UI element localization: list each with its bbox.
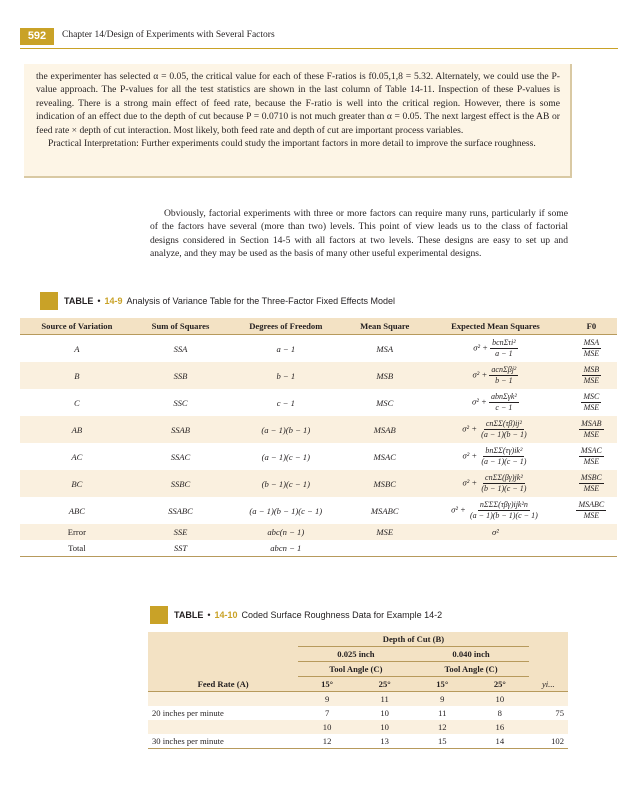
ss-cell: SSB	[134, 362, 228, 389]
ems-fraction	[468, 500, 540, 521]
f0-cell	[566, 497, 617, 524]
f0-cell	[566, 470, 617, 497]
f0-cell	[566, 389, 617, 416]
f0-fraction-denominator: MSE	[583, 511, 600, 520]
total-cell: 75	[555, 708, 564, 718]
f0-fraction-denominator: MSE	[583, 484, 600, 493]
example-paragraph: the experimenter has selected α = 0.05, the critical value for each of these F-ratios is f0.05,1,8 = 5.32. Alternately, we could use the P-value approach. The P-values for all the test statistics are shown in the last column of Table 14-11. Inspection of these P-values is revealing. There is a strong main effect of feed rate, because the F-ratio is well into the critical region. However, there is some indication of an effect due to the depth of cut because P = 0.0710 is not much greater than α = 0.05. The next largest effect is the AB or feed rate × depth of cut interaction. Most likely, both feed rate and depth of cut are important process variables.	[36, 71, 560, 136]
ems-fraction-numerator: nΣΣΣ(τβγ)ijk²n	[479, 500, 528, 509]
total-cell: 102	[529, 734, 568, 749]
f0-cell	[566, 524, 617, 540]
df-cell: b − 1	[227, 362, 344, 389]
table-row	[148, 706, 568, 720]
col-ss: Sum of Squares	[134, 318, 228, 335]
angle-header: 15°	[413, 677, 471, 692]
df-cell: abcn − 1	[227, 540, 344, 557]
angle-header: 25°	[471, 677, 529, 692]
table-row	[148, 720, 568, 734]
f0-fraction	[579, 419, 603, 440]
ems-cell	[425, 443, 566, 470]
example-box	[24, 64, 572, 178]
ss-cell: SSAB	[134, 416, 228, 443]
obs-cell: 14	[471, 734, 529, 749]
feed-rate-header: Feed Rate (A)	[148, 677, 298, 692]
table-number: 14-9	[104, 296, 123, 306]
f0-cell	[566, 416, 617, 443]
header-rule	[20, 48, 618, 49]
ems-fraction-denominator: (a − 1)(b − 1)	[481, 430, 527, 439]
sigma-plus: σ² +	[462, 423, 477, 434]
source-cell: A	[74, 343, 80, 354]
table-row	[20, 416, 617, 443]
table-title: Analysis of Variance Table for the Three-Factor Fixed Effects Model	[126, 296, 395, 306]
obs-cell: 10	[356, 720, 414, 734]
table-row	[148, 734, 568, 749]
obs-cell: 13	[356, 734, 414, 749]
obs-cell: 9	[413, 692, 471, 707]
col-df: Degrees of Freedom	[227, 318, 344, 335]
sigma-plus: σ² +	[472, 369, 488, 380]
sigma-plus: σ² +	[472, 396, 487, 407]
ss-cell: SSC	[173, 397, 188, 408]
sigma-plus: σ² +	[462, 477, 478, 488]
caption-marker	[150, 606, 168, 624]
sigma-plus: σ² +	[451, 504, 466, 515]
ems-cell	[425, 497, 566, 524]
table10-caption: TABLE • 14-10 Coded Surface Roughness Data for Example 14-2	[150, 606, 442, 624]
roughness-table	[148, 632, 568, 749]
table9-caption: TABLE • 14-9 Analysis of Variance Table for the Three-Factor Fixed Effects Model	[40, 292, 395, 310]
f0-fraction-numerator: MSBC	[580, 473, 602, 482]
table-label: TABLE	[64, 296, 94, 306]
obs-cell: 15	[413, 734, 471, 749]
source-cell: AB	[20, 416, 134, 443]
f0-fraction-numerator: MSB	[583, 365, 600, 374]
f0-fraction-denominator: MSE	[583, 349, 600, 358]
depth-header: Depth of Cut (B)	[298, 632, 528, 647]
depth-level: 0.025 inch	[298, 647, 413, 662]
feed-rate-cell	[148, 692, 298, 707]
obs-cell: 11	[356, 692, 414, 707]
ms-cell: MSABC	[370, 505, 399, 516]
f0-cell	[566, 335, 617, 363]
f0-fraction	[581, 392, 601, 413]
feed-rate-cell: 30 inches per minute	[148, 734, 298, 749]
feed-rate-cell	[148, 720, 298, 734]
f0-fraction	[579, 446, 604, 467]
ems-fraction	[489, 365, 518, 386]
obs-cell: 16	[471, 720, 529, 734]
source-cell: ABC	[68, 505, 85, 516]
ems-fraction-denominator: c − 1	[495, 403, 513, 412]
f0-fraction-numerator: MSAC	[580, 446, 602, 455]
obs-cell: 10	[380, 708, 389, 718]
ems-fraction	[479, 419, 528, 440]
obs-cell: 12	[413, 720, 471, 734]
ems-fraction-numerator: acnΣβj²	[491, 365, 517, 374]
col-source: Source of Variation	[20, 318, 134, 335]
ms-cell: MSE	[344, 524, 425, 540]
ems-fraction-denominator: a − 1	[495, 349, 513, 358]
tool-angle-header: Tool Angle (C)	[298, 662, 413, 677]
table-row	[20, 497, 617, 524]
ss-cell: SST	[134, 540, 228, 557]
table-title: Coded Surface Roughness Data for Example 14-2	[241, 610, 443, 620]
chapter-title: Chapter 14/Design of Experiments with Several Factors	[62, 30, 275, 40]
ems-fraction-denominator: (a − 1)(c − 1)	[481, 457, 527, 466]
ems-cell: σ²	[425, 524, 566, 540]
f0-fraction	[579, 473, 604, 494]
col-ems: Expected Mean Squares	[425, 318, 566, 335]
col-f0: F0	[566, 318, 617, 335]
ems-fraction-numerator: abnΣγk²	[490, 392, 517, 401]
df-cell: a − 1	[276, 343, 296, 354]
ss-cell: SSABC	[168, 505, 193, 516]
ems-fraction-denominator: (a − 1)(b − 1)(c − 1)	[470, 511, 538, 520]
table-row	[20, 540, 617, 557]
source-cell: Error	[20, 524, 134, 540]
source-cell: B	[20, 362, 134, 389]
body-paragraph: Obviously, factorial experiments with three or more factors can require many runs, particularly if some of the factors have several (more than two) levels. This point of view leads us to the class of factorial designs considered in Section 14-5 with all factors at two levels. These designs are easy to set up and analyze, and they may be used as the basis of many other useful experimental designs.	[150, 208, 568, 260]
feed-rate-cell: 20 inches per minute	[152, 708, 224, 718]
f0-fraction-numerator: MSC	[583, 392, 600, 401]
ems-cell	[425, 540, 566, 557]
df-cell: (a − 1)(b − 1)(c − 1)	[249, 505, 323, 516]
table-label: TABLE	[174, 610, 204, 620]
f0-fraction-denominator: MSE	[583, 376, 600, 385]
obs-cell: 11	[438, 708, 447, 718]
tool-angle-header: Tool Angle (C)	[413, 662, 528, 677]
caption-marker	[40, 292, 58, 310]
f0-fraction-denominator: MSE	[583, 430, 600, 439]
ems-cell	[425, 416, 566, 443]
df-cell: c − 1	[276, 397, 295, 408]
f0-fraction-denominator: MSE	[583, 403, 600, 412]
ms-cell: MSAB	[344, 416, 425, 443]
page-header	[0, 0, 639, 56]
ms-cell: MSC	[376, 397, 394, 408]
ems-fraction-numerator: cnΣΣ(τβ)ij²	[485, 419, 522, 428]
col-ms: Mean Square	[344, 318, 425, 335]
obs-cell: 9	[298, 692, 356, 707]
source-cell: Total	[20, 540, 134, 557]
sigma-plus: σ² +	[462, 450, 478, 461]
ems-fraction	[479, 473, 528, 494]
anova-table	[20, 318, 617, 557]
f0-fraction	[582, 338, 602, 359]
table-row	[20, 443, 617, 470]
f0-fraction-numerator: MSAB	[581, 419, 602, 428]
table-row	[20, 335, 617, 363]
ss-cell: SSE	[134, 524, 228, 540]
table-row	[148, 692, 568, 707]
ems-fraction-numerator: bnΣΣ(τγ)ik²	[485, 446, 523, 455]
f0-fraction-denominator: MSE	[583, 457, 600, 466]
ms-cell: MSB	[344, 362, 425, 389]
ms-cell	[344, 540, 425, 557]
obs-cell: 10	[298, 720, 356, 734]
total-cell	[529, 692, 568, 707]
ms-cell: MSBC	[344, 470, 425, 497]
ss-cell: SSBC	[134, 470, 228, 497]
obs-cell: 10	[471, 692, 529, 707]
ems-fraction	[489, 392, 519, 413]
ms-cell: MSAC	[373, 451, 396, 462]
ms-cell: MSA	[376, 343, 394, 354]
ems-fraction	[490, 338, 518, 359]
df-cell: abc(n − 1)	[227, 524, 344, 540]
ems-cell	[425, 362, 566, 389]
df-cell: (a − 1)(b − 1)	[227, 416, 344, 443]
f0-fraction-numerator: MSA	[583, 338, 600, 347]
ems-cell	[425, 389, 566, 416]
ss-cell: SSA	[173, 343, 188, 354]
practical-interpretation: Practical Interpretation: Further experiments could study the important factors in more detail to improve the surface roughness.	[48, 138, 536, 150]
f0-fraction	[582, 365, 602, 386]
body-text	[150, 207, 568, 261]
table-row	[20, 362, 617, 389]
f0-cell	[566, 540, 617, 557]
ems-cell	[425, 335, 566, 363]
table-number: 14-10	[214, 610, 238, 620]
obs-cell: 12	[298, 734, 356, 749]
ems-fraction-denominator: (b − 1)(c − 1)	[481, 484, 527, 493]
total-header: yi...	[529, 677, 568, 692]
page-number: 592	[20, 28, 54, 45]
angle-header: 25°	[356, 677, 414, 692]
source-cell: C	[74, 397, 80, 408]
df-cell: (b − 1)(c − 1)	[227, 470, 344, 497]
source-cell: BC	[20, 470, 134, 497]
ems-cell	[425, 470, 566, 497]
obs-cell: 8	[497, 708, 502, 718]
f0-cell	[566, 443, 617, 470]
total-cell	[529, 720, 568, 734]
ems-fraction-numerator: cnΣΣ(βγ)jk²	[485, 473, 523, 482]
table-row	[20, 470, 617, 497]
source-cell: AC	[71, 451, 83, 462]
ss-cell: SSAC	[170, 451, 191, 462]
sigma-plus: σ² +	[473, 342, 488, 353]
ems-fraction-numerator: bcnΣτi²	[492, 338, 516, 347]
df-cell: (a − 1)(c − 1)	[261, 451, 310, 462]
table-row	[20, 389, 617, 416]
angle-header: 15°	[298, 677, 356, 692]
ems-fraction-denominator: b − 1	[495, 376, 513, 385]
f0-fraction-numerator: MSABC	[578, 500, 605, 509]
f0-fraction	[576, 500, 606, 521]
table-row	[20, 524, 617, 540]
obs-cell: 7	[324, 708, 330, 718]
ems-fraction	[479, 446, 528, 467]
depth-level: 0.040 inch	[413, 647, 528, 662]
f0-cell	[566, 362, 617, 389]
